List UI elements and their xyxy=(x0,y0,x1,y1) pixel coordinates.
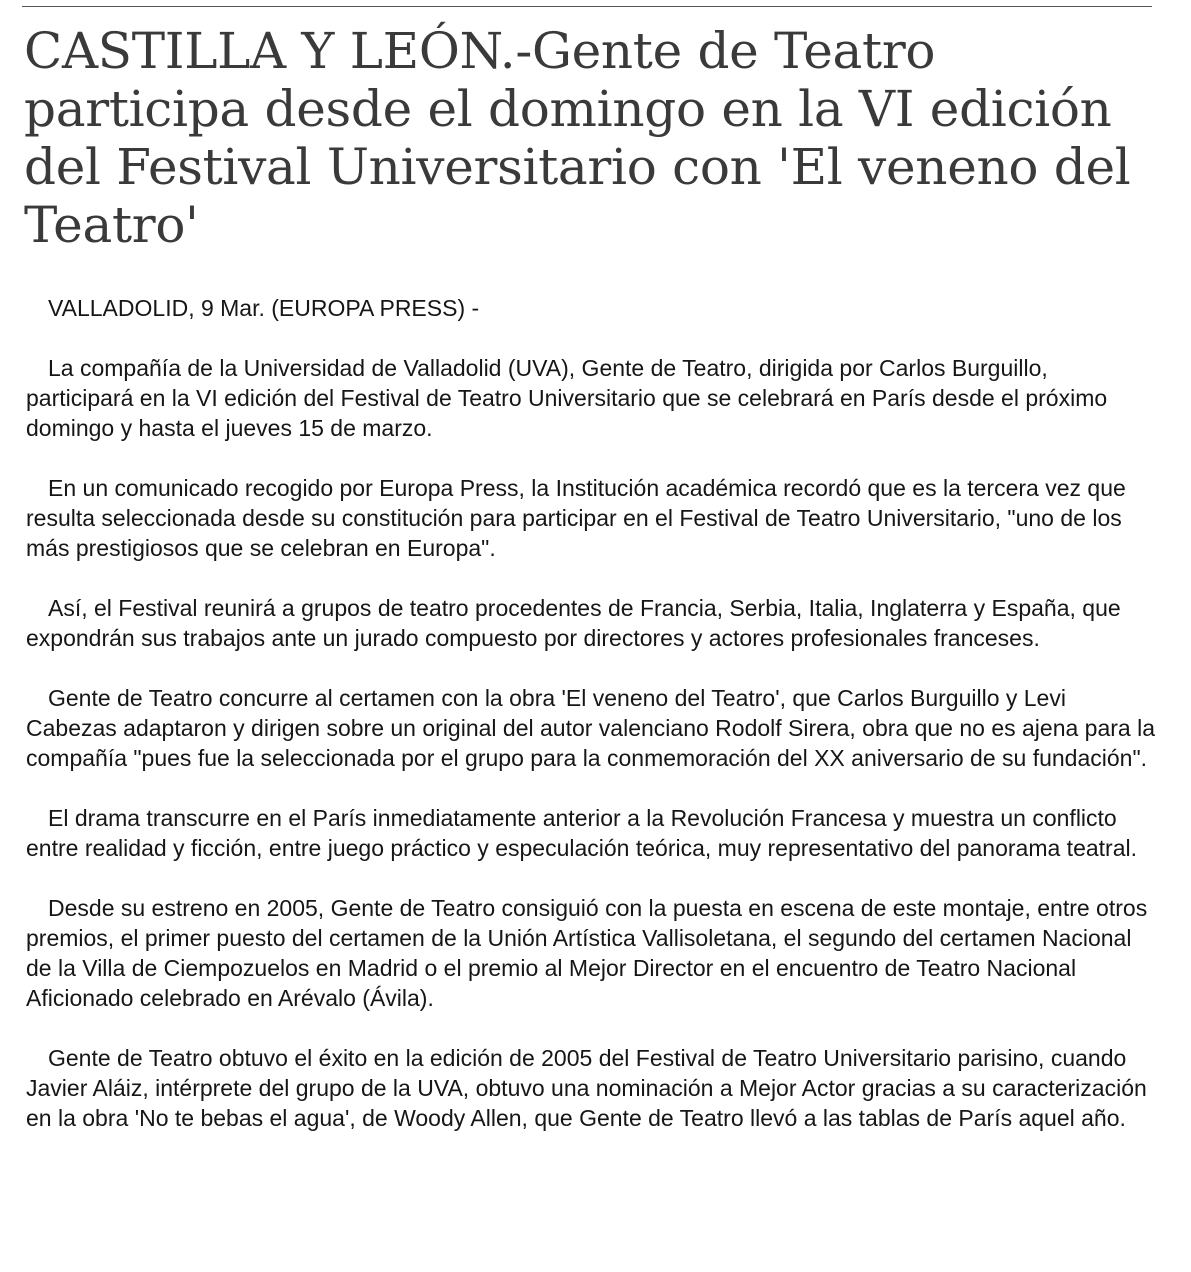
paragraph-2: En un comunicado recogido por Europa Press, la Institución académica recordó que es la tercera vez que resulta seleccionada desde su constitución para participar en el Festival de Teatro Universitario, "uno de los más prestigiosos que se celebran en Europa". xyxy=(26,475,1126,561)
headline: CASTILLA Y LEÓN.-Gente de Teatro participa desde el domingo en la VI edición del Festival Universitario con 'El veneno del Teatro' xyxy=(24,22,1131,254)
top-rule xyxy=(22,6,1152,7)
paragraph-6: Desde su estreno en 2005, Gente de Teatro consiguió con la puesta en escena de este montaje, entre otros premios, el primer puesto del certamen de la Unión Artística Vallisoletana, el segundo del certamen Nacional de la Villa de Ciempozuelos en Madrid o el premio al Mejor Director en el encuentro de Teatro Nacional Aficionado celebrado en Arévalo (Ávila). xyxy=(26,895,1148,1011)
paragraph-1: La compañía de la Universidad de Valladolid (UVA), Gente de Teatro, dirigida por Carlos Burguillo, participará en la VI edición del Festival de Teatro Universitario que se celebrará en París desde el próximo domingo y hasta el jueves 15 de marzo. xyxy=(26,355,1108,441)
paragraph-5: El drama transcurre en el París inmediatamente anterior a la Revolución Francesa y muestra un conflicto entre realidad y ficción, entre juego práctico y especulación teórica, muy representativo del panorama teatral. xyxy=(26,805,1137,861)
dateline: VALLADOLID, 9 Mar. (EUROPA PRESS) - xyxy=(48,295,480,321)
article-body xyxy=(26,293,1161,1163)
paragraph-7: Gente de Teatro obtuvo el éxito en la edición de 2005 del Festival de Teatro Universitario parisino, cuando Javier Aláiz, intérprete del grupo de la UVA, obtuvo una nominación a Mejor Actor gracias a su caracterización en la obra 'No te bebas el agua', de Woody Allen, que Gente de Teatro llevó a las tablas de París aquel año. xyxy=(26,1045,1147,1131)
paragraph-4: Gente de Teatro concurre al certamen con la obra 'El veneno del Teatro', que Carlos Burguillo y Levi Cabezas adaptaron y dirigen sobre un original del autor valenciano Rodolf Sirera, obra que no es ajena para la compañía "pues fue la seleccionada por el grupo para la conmemoración del XX aniversario de su fundación". xyxy=(26,685,1156,771)
paragraph-3: Así, el Festival reunirá a grupos de teatro procedentes de Francia, Serbia, Italia, Inglaterra y España, que expondrán sus trabajos ante un jurado compuesto por directores y actores profesionales franceses. xyxy=(26,595,1121,651)
